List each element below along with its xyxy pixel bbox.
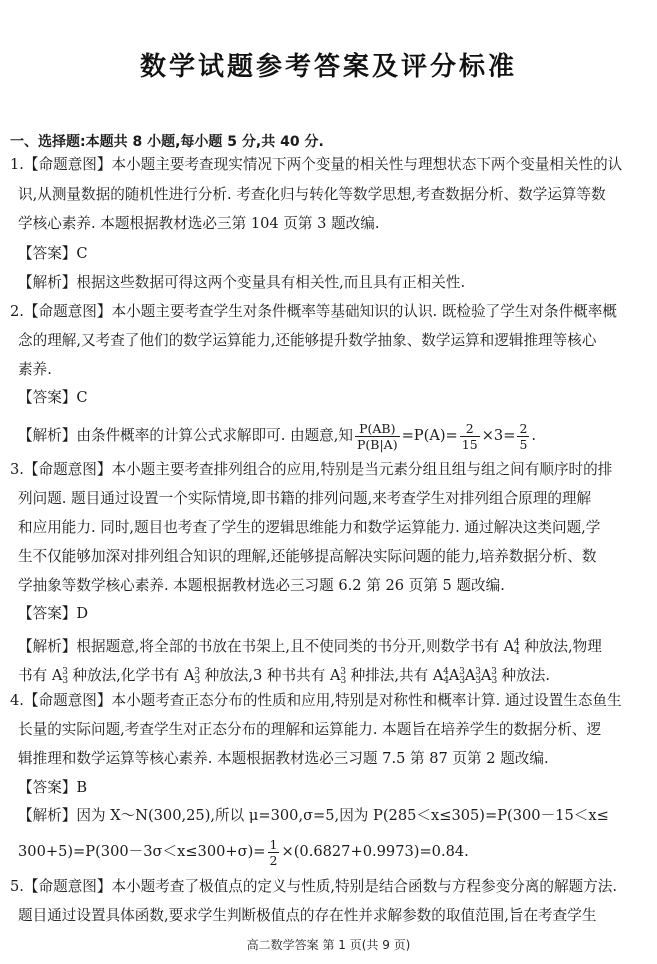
q2-intent-line-2: 念的理解,又考查了他们的数学运算能力,还能够提升数学抽象、数学运算和逻辑推理等核心: [18, 332, 597, 349]
page-footer: 高二数学答案 第 1 页(共 9 页): [246, 938, 411, 952]
section-heading: 一、选择题:本题共 8 小题,每小题 5 分,共 40 分.: [10, 134, 324, 150]
perm-sub: 3: [340, 676, 347, 686]
perm-sub: 3: [194, 676, 201, 686]
perm-sup: 3: [475, 667, 481, 677]
analysis-text: 种放法,3 种书共有: [199, 667, 330, 684]
q1-intent-line-2: 识,从测量数据的随机性进行分析. 考查化归与转化等数学思想,考查数据分析、数学运算等数: [18, 186, 606, 203]
perm-sup: 4: [443, 667, 449, 677]
q4-answer: 【答案】B: [18, 779, 88, 796]
fraction-1-2: [268, 837, 280, 868]
perm-symbol: A: [503, 638, 515, 655]
q3-intent-line-1: 3.【命题意图】本小题主要考查排列组合的应用,特别是当元素分组且组与组之间有顺序时的排: [10, 461, 613, 478]
perm-sub: 3: [491, 676, 498, 686]
q5-intent-line-1: 5.【命题意图】本小题考查了极值点的定义与性质,特别是结合函数与方程参变分离的解题方法.: [10, 878, 617, 895]
equation-part: ×3=: [481, 427, 516, 444]
fraction-denominator: 2: [269, 852, 278, 868]
q3-intent-line-5: 学抽象等数学核心素养. 本题根据教材选必三习题 6.2 第 26 页第 5 题改编.: [18, 577, 505, 594]
q3-intent-line-3: 和应用能力. 同时,题目也考查了学生的逻辑思维能力和数学运算能力. 通过解决这类问题,学: [18, 519, 601, 536]
analysis-text: 种放法,化学书有: [67, 667, 184, 684]
q3-analysis-line-2: [18, 661, 648, 692]
perm-symbol: A: [448, 667, 460, 684]
fraction-denominator: 15: [461, 436, 478, 452]
q1-analysis: 【解析】根据这些数据可得这两个变量具有相关性,而且具有正相关性.: [18, 274, 466, 291]
page-title: 数学试题参考答案及评分标准: [139, 52, 517, 82]
perm-sup: 3: [62, 667, 68, 677]
perm-symbol: A: [480, 667, 492, 684]
perm-sub: 4: [514, 647, 520, 657]
analysis-text: 300+5)=P(300－3σ＜x≤300+σ)=: [18, 843, 266, 860]
perm-sub: 3: [62, 676, 69, 686]
fraction-2-5: [517, 421, 529, 452]
perm-symbol: A: [432, 667, 444, 684]
perm-symbol: A: [51, 667, 63, 684]
fraction-2-15: [460, 421, 480, 452]
fraction-conditional: [355, 421, 400, 452]
analysis-text: 书有: [18, 667, 52, 684]
equation-part: =P(A)=: [401, 427, 458, 444]
perm-sup: 3: [459, 667, 465, 677]
q2-analysis: [18, 416, 648, 456]
q5-intent-line-2: 题目通过设置具体函数,要求学生判断极值点的存在性并求解参数的取值范围,旨在考查学生: [18, 907, 597, 924]
q4-intent-line-2: 长量的实际问题,考查学生对正态分布的理解和运算能力. 本题旨在培养学生的数据分析、逻: [18, 721, 602, 738]
perm-sup: 3: [491, 667, 497, 677]
perm-symbol: A: [183, 667, 195, 684]
perm-sub: 4: [443, 676, 450, 686]
fraction-numerator: 1: [269, 836, 278, 852]
q4-analysis-line-2: [18, 832, 648, 872]
q1-intent-line-1: 1.【命题意图】本小题主要考查现实情况下两个变量的相关性与理想状态下两个变量相关性的认: [10, 156, 623, 173]
equation-end: .: [531, 427, 537, 444]
fraction-denominator: P(B|A): [356, 436, 398, 452]
fraction-denominator: 5: [519, 436, 528, 452]
q2-analysis-text: 【解析】由条件概率的计算公式求解即可. 由题意,知: [18, 427, 353, 444]
q2-intent-line-3: 素养.: [18, 361, 52, 378]
analysis-text: 种排法,共有: [345, 667, 433, 684]
q4-intent-line-1: 4.【命题意图】本小题考查正态分布的性质和应用,特别是对称性和概率计算. 通过设置生态鱼生: [10, 692, 622, 709]
perm-sup: 4: [513, 638, 520, 648]
fraction-numerator: P(AB): [355, 421, 400, 437]
analysis-text: 种放法.: [496, 667, 550, 684]
q3-analysis-line-1: [18, 632, 648, 663]
q1-intent-line-3: 学核心素养. 本题根据教材选必三第 104 页第 3 题改编.: [18, 215, 380, 232]
q3-intent-line-4: 生不仅能够加深对排列组合知识的理解,还能够提高解决实际问题的能力,培养数据分析、数: [18, 548, 597, 565]
perm-sub: 3: [459, 676, 466, 686]
analysis-text: ×(0.6827+0.9973)=0.84.: [281, 843, 469, 860]
q2-answer: 【答案】C: [18, 389, 88, 406]
perm-symbol: A: [464, 667, 476, 684]
perm-sup: 3: [194, 667, 200, 677]
q3-intent-line-2: 列问题. 题目通过设置一个实际情境,即书籍的排列问题,来考查学生对排列组合原理的理解: [18, 490, 592, 507]
q3-answer: 【答案】D: [18, 605, 89, 622]
q4-analysis-line-1: 【解析】因为 X～N(300,25),所以 μ=300,σ=5,因为 P(285＜x≤305)=P(300－15＜x≤: [18, 807, 609, 824]
q4-intent-line-3: 辑推理和数学运算等核心素养. 本题根据教材选必三习题 7.5 第 87 页第 2 题改编.: [18, 750, 549, 767]
perm-symbol: A: [329, 667, 341, 684]
analysis-text: 种放法,物理: [519, 638, 602, 655]
perm-sup: 3: [340, 667, 346, 677]
q1-answer: 【答案】C: [18, 245, 88, 262]
fraction-numerator: 2: [460, 421, 480, 437]
analysis-text: 【解析】根据题意,将全部的书放在书架上,且不使同类的书分开,则数学书有: [18, 638, 504, 655]
q2-intent-line-1: 2.【命题意图】本小题主要考查学生对条件概率等基础知识的认识. 既检验了学生对条件概率概: [10, 303, 617, 320]
perm-sub: 3: [475, 676, 482, 686]
fraction-numerator: 2: [519, 420, 528, 436]
